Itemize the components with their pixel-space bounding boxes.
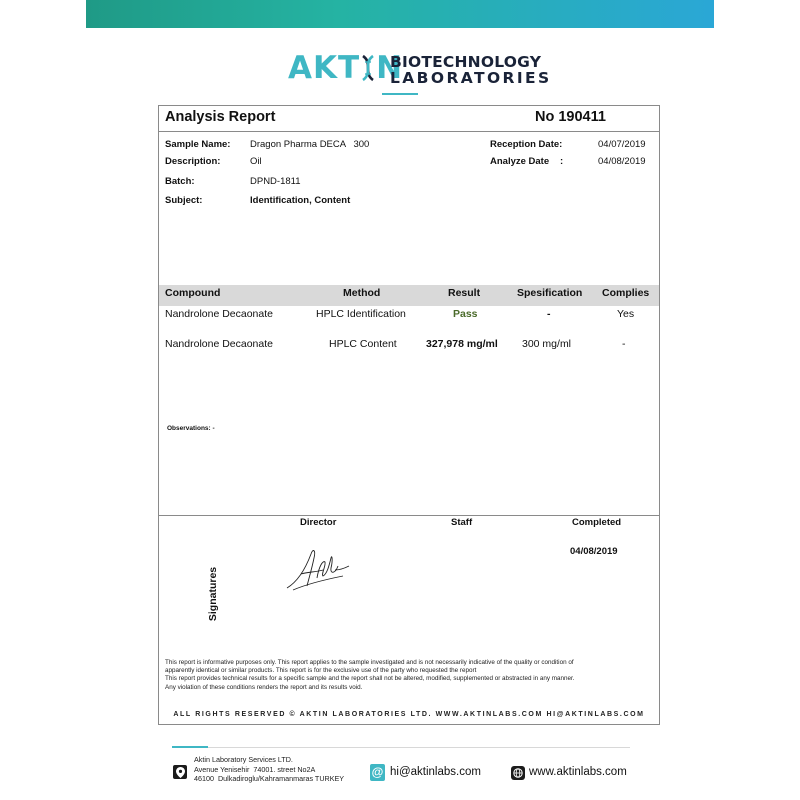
col-method: Method: [343, 287, 381, 299]
logo-line-2: LABORATORIES: [390, 69, 552, 87]
reception-date-label: Reception Date:: [490, 139, 563, 150]
description-value: Oil: [250, 156, 262, 167]
director-label: Director: [300, 517, 337, 528]
row2-compound: Nandrolone Decaonate: [165, 338, 273, 350]
analyze-date-value: 04/08/2019: [598, 156, 646, 167]
row2-spec: 300 mg/ml: [522, 338, 572, 350]
footer-email[interactable]: hi@aktinlabs.com: [390, 766, 481, 778]
globe-icon: [511, 766, 525, 780]
row1-method: HPLC Identification: [316, 308, 406, 320]
report-number: No 190411: [535, 109, 606, 125]
top-banner: [86, 0, 714, 28]
footer-website[interactable]: www.aktinlabs.com: [529, 766, 627, 778]
batch-label: Batch:: [165, 176, 195, 187]
analyze-date-label: Analyze Date: [490, 156, 550, 167]
rights-reserved: ALL RIGHTS RESERVED © AKTIN LABORATORIES LTD. WWW.AKTINLABS.COM HI@AKTINLABS.COM: [173, 711, 645, 718]
company-logo: [288, 50, 552, 90]
signatures-divider: [159, 515, 659, 516]
location-pin-icon: [173, 765, 187, 779]
title-divider: [159, 131, 659, 132]
row1-spec: -: [547, 308, 551, 320]
sample-name-label: Sample Name:: [165, 139, 231, 150]
description-label: Description:: [165, 156, 221, 167]
col-specification: Spesification: [517, 287, 583, 299]
address-line-2: 46100 Dulkadiroglu/Kahramanmaras TURKEY: [194, 774, 345, 783]
subject-label: Subject:: [165, 195, 203, 206]
row2-result: 327,978 mg/ml: [426, 338, 498, 350]
footer-address: [194, 755, 344, 784]
disclaimer-line: apparently identical or similar products. This report is for the exclusive use of the party who requested the report: [165, 667, 477, 675]
sample-name-value: Dragon Pharma DECA 300: [250, 139, 370, 150]
batch-value: DPND-1811: [250, 176, 301, 187]
logo-brand-mark: [288, 52, 403, 84]
report-frame: [158, 105, 660, 725]
observations: Observations: -: [167, 425, 215, 432]
disclaimer-line: Any violation of these conditions renders the report and its results void.: [165, 683, 363, 691]
company-name: Aktin Laboratory Services LTD.: [194, 755, 293, 764]
subject-value: Identification, Content: [250, 195, 351, 206]
row1-result: Pass: [453, 308, 478, 320]
logo-brand-left: AKT: [288, 50, 361, 86]
disclaimer-line: This report is informative purposes only. This report applies to the sample investigated and is not necessarily indicative of the quality or condition of: [165, 659, 574, 666]
col-complies: Complies: [602, 287, 650, 299]
analyze-date-colon: :: [560, 156, 564, 167]
logo-brand-right: N: [376, 50, 404, 86]
disclaimer-line: This report provides technical results for a specific sample and the report shall not be altered, modified, supplemented or abstracted in any manner.: [165, 675, 575, 683]
reception-date-value: 04/07/2019: [598, 139, 646, 150]
director-signature: [283, 544, 353, 594]
staff-label: Staff: [451, 517, 473, 528]
row2-complies: -: [622, 338, 626, 350]
logo-dna-glyph: [360, 50, 376, 86]
disclaimer: [165, 659, 655, 692]
col-compound: Compound: [165, 287, 221, 299]
row2-method: HPLC Content: [329, 338, 397, 350]
footer-accent: [172, 746, 208, 748]
results-table-header: [159, 285, 659, 306]
footer-divider: [208, 747, 630, 748]
logo-line-1: BIOTECHNOLOGY: [390, 53, 542, 71]
completed-date: 04/08/2019: [570, 546, 618, 557]
logo-underline: [382, 93, 418, 95]
completed-label: Completed: [572, 517, 622, 528]
col-result: Result: [448, 287, 481, 299]
at-icon: @: [371, 765, 384, 779]
report-title: Analysis Report: [165, 109, 276, 125]
row1-complies: Yes: [617, 308, 635, 320]
address-line-1: Avenue Yenisehir 74001. street No2A: [194, 764, 316, 774]
row1-compound: Nandrolone Decaonate: [165, 308, 273, 320]
signatures-vertical-label: Signatures: [207, 566, 219, 622]
